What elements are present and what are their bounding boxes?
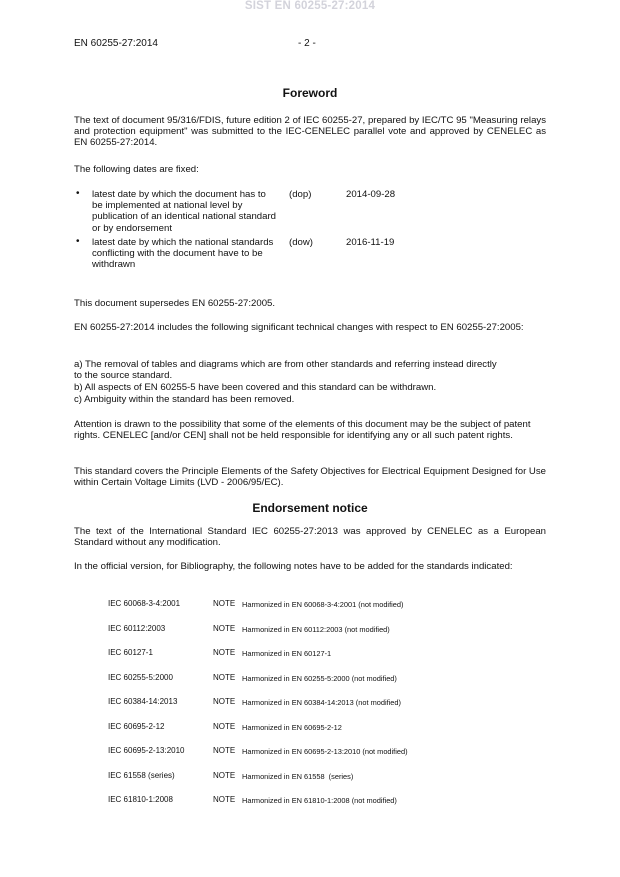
supersedes-paragraph: This document supersedes EN 60255-27:2005.	[74, 298, 276, 309]
change-b: b) All aspects of EN 60255-5 have been covered and this standard can be withdrawn.	[74, 382, 437, 393]
note-label: NOTE	[213, 648, 236, 657]
note-label: NOTE	[213, 771, 236, 780]
note-text: Harmonized in EN 60255-5:2000 (not modified)	[242, 674, 397, 683]
note-label: NOTE	[213, 697, 236, 706]
changes-intro: EN 60255-27:2014 includes the following significant technical changes with respect to EN 60255-27:2005:	[74, 322, 524, 333]
dow-bullet: •	[76, 236, 80, 247]
note-label: NOTE	[213, 795, 236, 804]
dow-description: latest date by which the national standards conflicting with the document have to be withdrawn	[92, 237, 274, 271]
dop-bullet: •	[76, 188, 80, 199]
dates-intro: The following dates are fixed:	[74, 164, 199, 175]
note-label: NOTE	[213, 746, 236, 755]
foreword-title: Foreword	[282, 86, 338, 100]
note-standard: IEC 60127-1	[108, 648, 153, 657]
patent-paragraph: Attention is drawn to the possibility that some of the elements of this document may be the subject of patent rights. CENELEC [and/or CEN] shall not be held responsible for identifying any or all such patent rights.	[74, 419, 531, 442]
note-standard: IEC 60695-2-12	[108, 722, 165, 731]
note-text: Harmonized in EN 60384-14:2013 (not modified)	[242, 698, 401, 707]
note-text: Harmonized in EN 60695-2-12	[242, 723, 342, 732]
change-a: a) The removal of tables and diagrams which are from other standards and referring instead directly to the source standard.	[74, 359, 497, 382]
watermark: SIST EN 60255-27:2014	[244, 0, 376, 12]
header-doc-id: EN 60255-27:2014	[74, 38, 158, 49]
change-c: c) Ambiguity within the standard has been removed.	[74, 394, 295, 405]
note-text: Harmonized in EN 60112:2003 (not modified)	[242, 625, 390, 634]
note-standard: IEC 60112:2003	[108, 624, 166, 633]
note-label: NOTE	[213, 624, 236, 633]
dow-code: (dow)	[289, 237, 313, 248]
note-standard: IEC 60384-14:2013	[108, 697, 178, 706]
note-text: Harmonized in EN 60127-1	[242, 649, 332, 658]
lvd-paragraph: This standard covers the Principle Elements of the Safety Objectives for Electrical Equipment Designed for Use within Certain Voltage Limits (LVD - 2006/95/EC).	[74, 466, 546, 489]
note-text: Harmonized in EN 61810-1:2008 (not modified)	[242, 796, 397, 805]
note-standard: IEC 60695-2-13:2010	[108, 746, 185, 755]
endorsement-title: Endorsement notice	[252, 501, 368, 515]
note-label: NOTE	[213, 599, 236, 608]
header-page-number: - 2 -	[298, 38, 316, 49]
foreword-paragraph: The text of document 95/316/FDIS, future edition 2 of IEC 60255-27, prepared by IEC/TC 95 "Measuring relays and protection equipment" was submitted to the IEC-CENELEC parallel vote and approved by CENELEC as EN 60255-27:2014.	[74, 115, 546, 149]
note-label: NOTE	[213, 722, 236, 731]
endorsement-paragraph: The text of the International Standard IEC 60255-27:2013 was approved by CENELEC as a European Standard without any modification.	[74, 526, 546, 549]
note-text: Harmonized in EN 60695-2-13:2010 (not modified)	[242, 747, 408, 756]
note-standard: IEC 61558 (series)	[108, 771, 175, 780]
note-text: Harmonized in EN 61558 (series)	[242, 772, 354, 781]
dop-description: latest date by which the document has to be implemented at national level by publication of an identical national standard or by endorsement	[92, 189, 277, 234]
note-standard: IEC 60255-5:2000	[108, 673, 173, 682]
note-standard: IEC 61810-1:2008	[108, 795, 173, 804]
note-standard: IEC 60068-3-4:2001	[108, 599, 181, 608]
bibliography-intro: In the official version, for Bibliography, the following notes have to be added for the standards indicated:	[74, 561, 513, 572]
dop-date: 2014-09-28	[346, 189, 396, 200]
dop-code: (dop)	[289, 189, 312, 200]
note-text: Harmonized in EN 60068-3-4:2001 (not modified)	[242, 600, 404, 609]
note-label: NOTE	[213, 673, 236, 682]
dow-date: 2016-11-19	[346, 237, 395, 248]
